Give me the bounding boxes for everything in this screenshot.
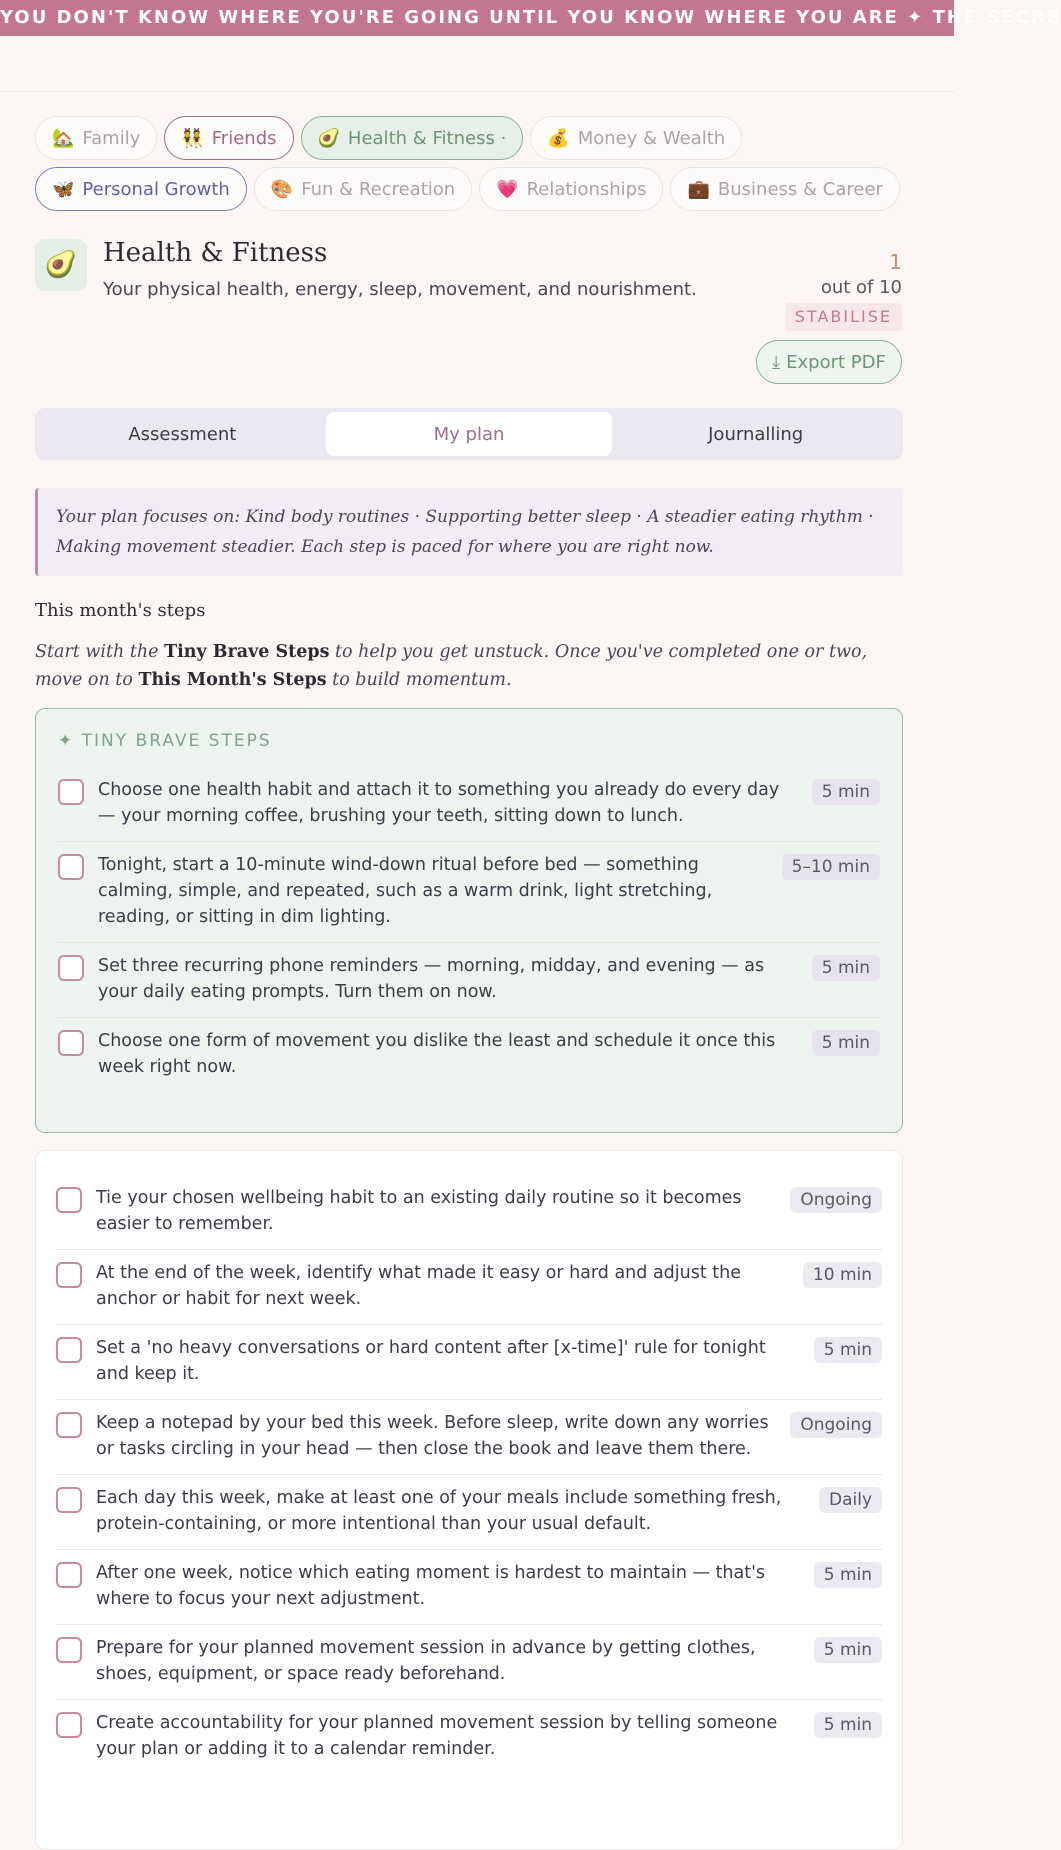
duration-badge: 5 min: [812, 1030, 880, 1056]
pill-business-career[interactable]: [670, 167, 899, 211]
step-checkbox[interactable]: [58, 854, 84, 880]
step-checkbox[interactable]: [56, 1712, 82, 1738]
month-step: [56, 1550, 882, 1625]
pill-money-wealth[interactable]: [530, 116, 742, 160]
month-step: [56, 1400, 882, 1475]
palette-icon: 🎨: [270, 178, 294, 200]
page-subtitle: Your physical health, energy, sleep, movement, and nourishment.: [103, 279, 697, 300]
step-text: Set a 'no heavy conversations or hard content after [x-time]' rule for tonight and keep it.: [96, 1338, 766, 1384]
step-checkbox[interactable]: [56, 1637, 82, 1663]
duration-badge: 5 min: [812, 955, 880, 981]
friends-icon: 👯: [181, 127, 204, 149]
pill-fun-recreation[interactable]: [254, 167, 472, 211]
intro-bold-2: This Month's Steps: [138, 670, 327, 690]
duration-badge: 10 min: [803, 1262, 882, 1288]
duration-badge: 5–10 min: [782, 854, 880, 880]
month-step: [56, 1325, 882, 1400]
pill-label: Family: [82, 127, 141, 149]
duration-badge: Daily: [819, 1487, 882, 1513]
quote-ticker: [0, 0, 1061, 36]
export-pdf-button[interactable]: [756, 340, 902, 384]
tiny-step: [58, 767, 880, 842]
status-badge: STABILISE: [785, 303, 902, 331]
briefcase-icon: 💼: [687, 178, 710, 200]
duration-badge: Ongoing: [790, 1412, 882, 1438]
intro-bold-1: Tiny Brave Steps: [164, 642, 330, 662]
pill-label: Personal Growth: [82, 178, 230, 200]
intro-part-2: to help you get unstuck. Once you've completed one or two, move on to: [35, 642, 868, 690]
step-text: Tie your chosen wellbeing habit to an existing daily routine so it becomes easier to remember.: [96, 1188, 742, 1234]
step-checkbox[interactable]: [56, 1562, 82, 1588]
tab-my-plan[interactable]: My plan: [326, 412, 613, 456]
tab-journalling[interactable]: Journalling: [708, 423, 804, 445]
score-value: 1: [889, 250, 902, 274]
step-checkbox[interactable]: [56, 1412, 82, 1438]
life-area-pills: [35, 116, 915, 218]
step-checkbox[interactable]: [58, 779, 84, 805]
tiny-steps-heading: ✦ TINY BRAVE STEPS: [58, 731, 272, 751]
duration-badge: 5 min: [814, 1337, 882, 1363]
step-text: After one week, notice which eating moment is hardest to maintain — that's where to focus your next adjustment.: [96, 1563, 766, 1609]
pill-label: Relationships: [526, 178, 647, 200]
duration-badge: 5 min: [814, 1712, 882, 1738]
duration-badge: Ongoing: [790, 1187, 882, 1213]
month-step: [56, 1700, 882, 1774]
step-text: Prepare for your planned movement session in advance by getting clothes, shoes, equipment, or space ready beforehand.: [96, 1638, 756, 1684]
pill-label: Business & Career: [717, 178, 883, 200]
tiny-brave-steps-card: [35, 708, 903, 1133]
pill-label: Health & Fitness ·: [347, 127, 507, 149]
view-tabs: [35, 408, 903, 460]
pill-personal-growth[interactable]: [35, 167, 247, 211]
step-checkbox[interactable]: [56, 1187, 82, 1213]
plan-focus-note: Your plan focuses on: Kind body routines · Supporting better sleep · A steadier eating rhythm · Making movement steadier. Each step is paced for where you are right now.: [35, 488, 903, 576]
pill-row-1: [35, 116, 915, 160]
butterfly-icon: 🦋: [52, 178, 75, 200]
step-checkbox[interactable]: [56, 1487, 82, 1513]
step-text: Choose one health habit and attach it to something you already do every day — your morning coffee, brushing your teeth, sitting down to lunch.: [98, 780, 780, 826]
pill-label: Friends: [211, 127, 277, 149]
export-label: Export PDF: [786, 351, 886, 373]
pill-label: Money & Wealth: [577, 127, 726, 149]
tiny-step: [58, 842, 880, 943]
download-icon: ⤓: [772, 351, 781, 373]
pill-label: Fun & Recreation: [301, 178, 456, 200]
month-steps-card: [35, 1150, 903, 1850]
month-step: [56, 1250, 882, 1325]
top-bar: [0, 36, 954, 92]
pill-relationships[interactable]: [479, 167, 663, 211]
pill-friends[interactable]: [164, 116, 293, 160]
month-step: [56, 1475, 882, 1550]
steps-intro: [35, 638, 903, 694]
intro-part-1: Start with the: [35, 642, 165, 662]
step-checkbox[interactable]: [56, 1337, 82, 1363]
duration-badge: 5 min: [814, 1637, 882, 1663]
step-text: Each day this week, make at least one of your meals include something fresh, protein-containing, or more intentional than your usual default.: [96, 1488, 782, 1534]
money-bag-icon: 💰: [547, 127, 570, 149]
avocado-icon: 🥑: [35, 239, 87, 291]
step-text: Choose one form of movement you dislike the least and schedule it once this week right now.: [98, 1031, 776, 1077]
step-checkbox[interactable]: [58, 955, 84, 981]
ticker-text: YOU DON'T KNOW WHERE YOU'RE GOING UNTIL YOU KNOW WHERE YOU ARE ✦ THE SECRE: [0, 7, 1061, 28]
tab-assessment[interactable]: Assessment: [128, 423, 237, 445]
pill-health-fitness[interactable]: [301, 116, 524, 160]
pill-family[interactable]: [35, 116, 157, 160]
step-text: At the end of the week, identify what made it easy or hard and adjust the anchor or habit for next week.: [96, 1263, 741, 1309]
duration-badge: 5 min: [814, 1562, 882, 1588]
pill-row-2: [35, 167, 915, 211]
intro-part-3: to build momentum.: [326, 670, 512, 690]
step-text: Keep a notepad by your bed this week. Before sleep, write down any worries or tasks circling in your head — then close the book and leave them there.: [96, 1413, 769, 1459]
page-title: Health & Fitness: [103, 238, 328, 268]
section-title: This month's steps: [35, 600, 206, 621]
step-checkbox[interactable]: [56, 1262, 82, 1288]
step-checkbox[interactable]: [58, 1030, 84, 1056]
house-icon: 🏡: [52, 127, 75, 149]
heart-icon: 💗: [496, 178, 519, 200]
tiny-step: [58, 943, 880, 1018]
month-step: [56, 1175, 882, 1250]
score-out-of: out of 10: [820, 277, 902, 298]
avocado-icon: 🥑: [317, 127, 340, 149]
tiny-step: [58, 1018, 880, 1092]
duration-badge: 5 min: [812, 779, 880, 805]
step-text: Create accountability for your planned movement session by telling someone your plan or adding it to a calendar reminder.: [96, 1713, 778, 1759]
step-text: Tonight, start a 10-minute wind-down ritual before bed — something calming, simple, and repeated, such as a warm drink, light stretching, reading, or sitting in dim lighting.: [98, 855, 713, 927]
month-step: [56, 1625, 882, 1700]
step-text: Set three recurring phone reminders — morning, midday, and evening — as your daily eating prompts. Turn them on now.: [98, 956, 765, 1002]
